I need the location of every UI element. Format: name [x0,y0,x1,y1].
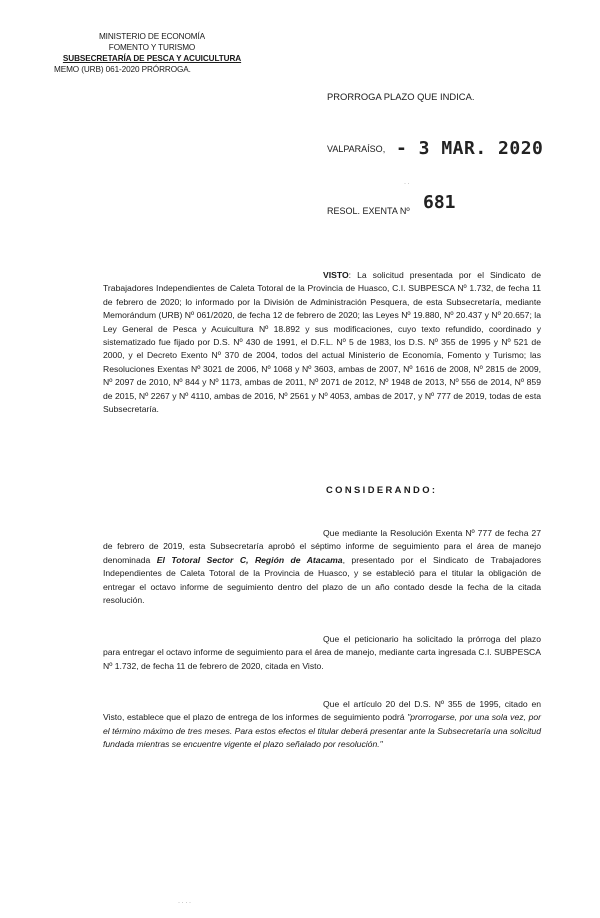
subsecretaria-line: SUBSECRETARÍA DE PESCA Y ACUICULTURA [62,54,242,63]
resolution-label: RESOL. EXENTA Nº [327,206,410,216]
considerando-heading: CONSIDERANDO: [326,484,438,495]
p3-text-a: Que el artículo 20 del D.S. Nº 355 de 1995, citado en Visto, establece que el plazo de entrega de los informes de seguimiento podrá [103,699,541,723]
visto-label: VISTO [323,270,349,280]
scan-mark: · · [404,181,410,187]
ministry-line-2: FOMENTO Y TURISMO [108,43,196,52]
considerando-paragraph-1 [103,527,541,607]
place-label: VALPARAÍSO, [327,144,386,154]
visto-paragraph [103,269,541,416]
area-name: El Totoral Sector C, Región de Atacama [156,554,343,565]
resolution-number: 681 [423,192,456,213]
date-stamp: - 3 MAR. 2020 [396,138,544,159]
memo-reference: MEMO (URB) 061-2020 PRÓRROGA. [54,65,191,74]
considerando-paragraph-2: Que el peticionario ha solicitado la prórroga del plazo para entregar el octavo informe de seguimiento para el área de manejo, mediante carta ingresada C.I. SUBPESCA Nº 1.732, de fecha 11 de febrero de 2020, citada en Visto. [103,634,541,671]
p3-quote: "prorrogarse, por una sola vez, por el término máximo de tres meses. Para estos efectos el titular deberá presentar ante la Subsecretaría una solicitud fundada mientras se encuentre vigente el plazo señalado por resolución." [103,712,541,750]
p1-text-a: Que mediante la Resolución Exenta Nº 777 de fecha 27 de febrero de 2019, esta Subsecretaría aprobó el séptimo informe de seguimiento para el área de manejo denominada [103,528,541,565]
scan-mark-bottom: · · · · [178,900,191,906]
considerando-paragraph-3 [103,698,541,752]
document-subject: PRORROGA PLAZO QUE INDICA. [327,91,475,102]
visto-text: : La solicitud presentada por el Sindicato de Trabajadores Independientes de Caleta Totoral de la Provincia de Huasco, C.I. SUBPESCA Nº 1.732, de fecha 11 de febrero de 2020; lo informado por la División de Administración Pesquera, de esta Subsecretaría, mediante Memorándum (URB) Nº 061/2020, de fecha 12 de febrero de 2020; las Leyes Nº 19.880, Nº 20.437 y Nº 20.657; la Ley General de Pesca y Acuicultura Nº 18.892 y sus modificaciones, cuyo texto refundido, coordinado y sistematizado fue fijado por D.S. Nº 430 de 1991, el D.F.L. Nº 5 de 1983, los D.S. Nº 355 de 1995 y Nº 521 de 2000, y el Decreto Exento Nº 370 de 2004, todos del actual Ministerio de Economía, Fomento y Turismo; las Resoluciones Exentas Nº 3021 de 2006, Nº 1068 y Nº 3603, ambas de 2007, Nº 1616 de 2008, Nº 2815 de 2009, Nº 2097 de 2010, Nº 844 y Nº 1173, ambas de 2011, Nº 2071 de 2012, Nº 1948 de 2013, Nº 556 de 2014, Nº 859 de 2015, Nº 2267 y Nº 4110, ambas de 2016, Nº 2561 y Nº 4053, ambas de 2017, y Nº 777 de 2019, todas de esta Subsecretaría. [103,270,541,415]
ministry-line: MINISTERIO DE ECONOMÍA [98,32,206,41]
p1-text-c: , presentado por el Sindicato de Trabajadores Independientes de Caleta Totoral de la Provincia de Huasco, y se estableció para el titular la obligación de entregar el octavo informe de seguimiento dentro del plazo de un año contado desde la fecha de la citada resolución. [103,554,541,606]
letterhead [52,31,252,75]
